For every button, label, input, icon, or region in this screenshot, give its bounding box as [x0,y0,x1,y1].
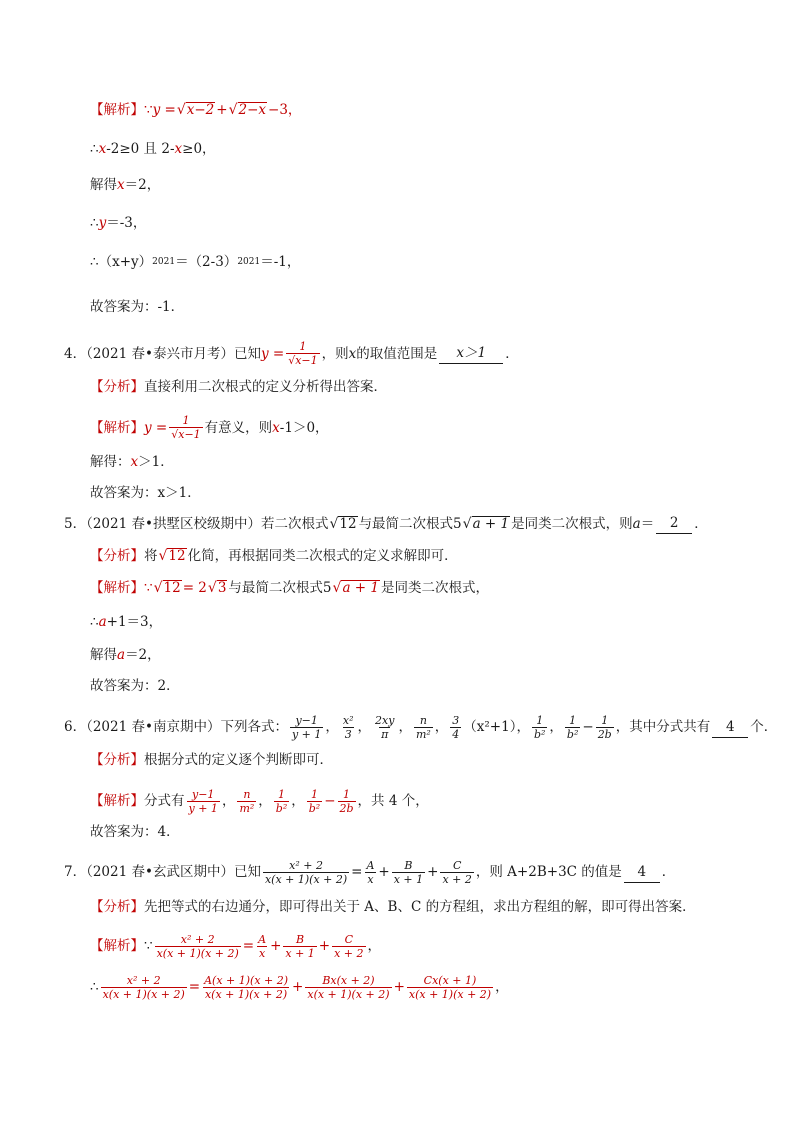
q4-final-answer: 故答案为：x＞1． [90,485,201,501]
q4-question: 4．（2021 春•泰兴市月考）已知 y = $\frac{1}{√x-1}$ ，则 x 的取值范围是 x＞1 ． [64,340,519,367]
q6-question: 6．（2021 春•南京期中）下列各式： $\frac{y-1}{y + 1}$ ， $\frac{\text{x²}}{3}$ ， $\frac{2xy}{\pi}$ ， $\frac{n}{\text{m²}}$ ， $\frac{3}{4}$ （x²+1）， $\frac{1}{\text{b²}}$ ， $\frac{1}{\text{b²}}$ − $\frac{1}{2b}$ ，其中分式共有 4 个． [64,713,778,741]
q5-analysis: 【分析】 将 √ 12 化简，再根据同类二次根式的定义求解即可． [90,548,458,564]
sqrt-expression: √ 12 [153,580,181,596]
answer-blank: 4 [712,717,748,738]
q3-final-answer: 故答案为：-1． [90,299,185,315]
q6-final-answer: 故答案为：4． [90,824,180,840]
q5-step: ∴ a +1＝3， [90,614,163,630]
q3-step: ∴ y ＝-3， [90,215,147,231]
q3-step: 解得 x ＝2， [90,177,161,193]
fraction: $\frac{1}{√x-1}$ [288,340,318,367]
sqrt-expression: √ a + 1 [332,580,379,596]
answer-blank: 2 [656,513,692,534]
q5-step: 解得 a ＝2， [90,647,161,663]
sqrt-expression: √ x−2 [176,102,215,118]
q6-solution: 【解析】 分式有 $\frac{y-1}{y + 1}$ ， $\frac{n}{\text{m²}}$ ， $\frac{1}{\text{b²}}$ ， $\frac{1}{\text{b²}}$ − $\frac{1}{2b}$ ，共 4 个， [90,787,429,815]
q7-analysis: 【分析】 先把等式的右边通分，即可得出关于 A、B、C 的方程组，求出方程组的解，即可得出答案． [90,899,696,915]
q5-final-answer: 故答案为：2． [90,678,180,694]
q7-question: 7．（2021 春•玄武区期中）已知 $\frac{\text{x² + 2}}{x(x + 1)(x + 2)}$ = $\frac{A}{x}$ + $\frac{B}{x + 1}$ + $\frac{C}{x + 2}$ ，则 A+2B+3C 的值是 4 ． [64,858,676,886]
q4-analysis: 【分析】 直接利用二次根式的定义分析得出答案． [90,379,387,395]
q4-solution: 【解析】 y = $\frac{1}{√x-1}$ 有意义，则 x -1＞0， [90,414,329,441]
q5-solution: 【解析】 ∵ √ 12 = 2 √ 3 与最简二次根式5 √ a + 1 是同类二次根式， [90,580,489,596]
sqrt-expression: √ 12 [329,515,357,532]
sqrt-expression: √ 3 [207,580,227,596]
answer-blank: x＞1 [439,343,503,364]
q6-analysis: 【分析】 根据分式的定义逐个判断即可． [90,752,333,768]
answer-blank: 4 [624,862,660,883]
q3-step: ∴（x+y） 2021 ＝（2-3） 2021 ＝-1， [90,254,301,270]
solution-tag: 【解析】 [90,102,144,118]
sqrt-expression: √ 12 [158,548,186,564]
q7-step: ∴ $\frac{\text{x² + 2}}{x(x + 1)(x + 2)}$ = $\frac{A(x + 1)(x + 2)}{x(x + 1)(x + 2)}$ + $\frac{Bx(x + 2)}{x(x + 1)(x + 2)}$ + $\frac{Cx(x + 1)}{x(x + 1)(x + 2)}$ ， [90,973,509,1001]
fraction: $\frac{1}{√x-1}$ [171,414,201,441]
q4-step: 解得： x ＞1． [90,454,174,470]
sqrt-expression: √ a + 1 [462,515,510,532]
q3-solution-line: 【解析】 ∵ y = √ x−2 + √ 2−x −3， [90,102,302,118]
q7-solution: 【解析】 ∵ $\frac{\text{x² + 2}}{x(x + 1)(x + 2)}$ = $\frac{A}{x}$ + $\frac{B}{x + 1}$ + $\frac{C}{x + 2}$ ， [90,932,382,960]
q3-step: ∴ x -2≥0 且 2- x ≥0， [90,141,216,157]
q5-question: 5．（2021 春•拱墅区校级期中）若二次根式 √ 12 与最简二次根式5 √ a + 1 是同类二次根式，则 a ＝ 2 ． [64,513,708,534]
sqrt-expression: √ 2−x [228,102,267,118]
